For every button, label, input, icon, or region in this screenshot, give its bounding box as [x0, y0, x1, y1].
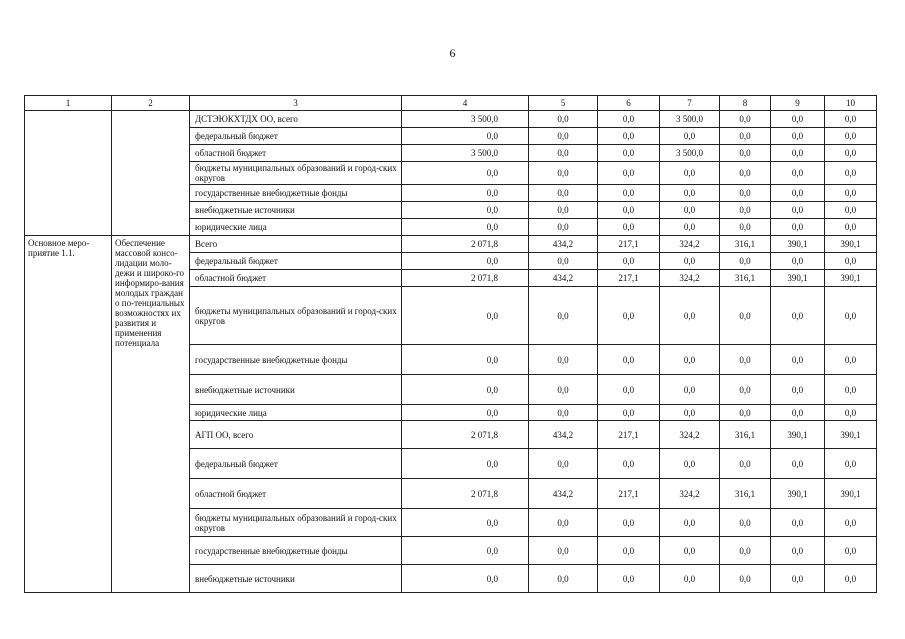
amount-cell: 0,0 [771, 202, 825, 219]
amount-cell: 0,0 [402, 449, 529, 479]
amount-cell: 0,0 [529, 111, 598, 128]
amount-cell: 0,0 [720, 537, 771, 565]
amount-cell: 0,0 [720, 111, 771, 128]
amount-cell: 0,0 [529, 565, 598, 593]
amount-cell: 0,0 [402, 537, 529, 565]
amount-cell: 324,2 [660, 236, 720, 253]
funding-source-label: федеральный бюджет [190, 449, 402, 479]
amount-cell: 0,0 [660, 128, 720, 145]
budget-table [24, 95, 877, 593]
funding-source-label: федеральный бюджет [190, 128, 402, 145]
amount-cell: 0,0 [720, 449, 771, 479]
amount-cell: 0,0 [598, 145, 660, 162]
amount-cell: 0,0 [402, 287, 529, 345]
amount-cell: 0,0 [402, 128, 529, 145]
column-number-header: 9 [771, 96, 825, 111]
amount-cell: 3 500,0 [402, 111, 529, 128]
amount-cell: 434,2 [529, 236, 598, 253]
amount-cell: 0,0 [529, 375, 598, 405]
amount-cell: 0,0 [598, 375, 660, 405]
amount-cell: 3 500,0 [402, 145, 529, 162]
amount-cell: 0,0 [660, 509, 720, 537]
amount-cell: 390,1 [825, 421, 877, 449]
funding-source-label: федеральный бюджет [190, 253, 402, 270]
amount-cell: 0,0 [771, 219, 825, 236]
amount-cell: 0,0 [720, 405, 771, 421]
amount-cell: 0,0 [402, 405, 529, 421]
amount-cell: 390,1 [771, 421, 825, 449]
amount-cell: 0,0 [825, 345, 877, 375]
amount-cell: 0,0 [720, 219, 771, 236]
amount-cell: 0,0 [771, 111, 825, 128]
amount-cell: 3 500,0 [660, 145, 720, 162]
column-number-header: 10 [825, 96, 877, 111]
amount-cell: 0,0 [529, 253, 598, 270]
column-number-header: 1 [25, 96, 112, 111]
amount-cell: 0,0 [598, 128, 660, 145]
amount-cell: 0,0 [402, 565, 529, 593]
amount-cell: 0,0 [771, 145, 825, 162]
amount-cell: 2 071,8 [402, 236, 529, 253]
funding-source-label: государственные внебюджетные фонды [190, 537, 402, 565]
amount-cell: 0,0 [720, 202, 771, 219]
amount-cell: 0,0 [660, 287, 720, 345]
amount-cell: 3 500,0 [660, 111, 720, 128]
amount-cell: 0,0 [402, 509, 529, 537]
amount-cell: 2 071,8 [402, 421, 529, 449]
column-number-header: 6 [598, 96, 660, 111]
amount-cell: 0,0 [771, 509, 825, 537]
amount-cell: 0,0 [660, 405, 720, 421]
amount-cell: 0,0 [660, 375, 720, 405]
amount-cell: 390,1 [825, 236, 877, 253]
amount-cell: 0,0 [771, 405, 825, 421]
amount-cell: 0,0 [825, 185, 877, 202]
amount-cell: 0,0 [771, 345, 825, 375]
amount-cell: 434,2 [529, 270, 598, 287]
amount-cell: 0,0 [598, 111, 660, 128]
amount-cell: 217,1 [598, 479, 660, 509]
amount-cell: 0,0 [720, 565, 771, 593]
amount-cell: 390,1 [825, 270, 877, 287]
amount-cell: 0,0 [771, 185, 825, 202]
column-number-header: 2 [112, 96, 190, 111]
funding-source-label: внебюджетные источники [190, 565, 402, 593]
amount-cell: 0,0 [529, 449, 598, 479]
amount-cell: 0,0 [720, 128, 771, 145]
amount-cell: 0,0 [598, 185, 660, 202]
amount-cell: 0,0 [720, 145, 771, 162]
amount-cell: 324,2 [660, 270, 720, 287]
amount-cell: 0,0 [529, 128, 598, 145]
amount-cell: 217,1 [598, 236, 660, 253]
amount-cell: 324,2 [660, 479, 720, 509]
amount-cell: 0,0 [529, 287, 598, 345]
amount-cell: 0,0 [660, 449, 720, 479]
amount-cell: 0,0 [825, 287, 877, 345]
amount-cell: 0,0 [529, 162, 598, 185]
amount-cell: 0,0 [529, 202, 598, 219]
amount-cell: 0,0 [402, 375, 529, 405]
funding-source-label: областной бюджет [190, 270, 402, 287]
amount-cell: 0,0 [529, 509, 598, 537]
amount-cell: 0,0 [660, 565, 720, 593]
amount-cell: 0,0 [402, 345, 529, 375]
amount-cell: 0,0 [660, 345, 720, 375]
funding-source-label: бюджеты муниципальных образований и город-ских округов [190, 162, 402, 185]
event-name-cell: Основное меро-приятие 1.1. [25, 236, 112, 593]
amount-cell: 0,0 [771, 565, 825, 593]
amount-cell: 0,0 [598, 162, 660, 185]
amount-cell: 0,0 [660, 202, 720, 219]
amount-cell: 0,0 [598, 345, 660, 375]
amount-cell: 0,0 [529, 185, 598, 202]
amount-cell: 0,0 [660, 162, 720, 185]
amount-cell: 316,1 [720, 421, 771, 449]
amount-cell: 0,0 [825, 405, 877, 421]
funding-source-label: бюджеты муниципальных образований и город-ских округов [190, 287, 402, 345]
amount-cell: 217,1 [598, 421, 660, 449]
funding-source-label: внебюджетные источники [190, 202, 402, 219]
funding-source-label: областной бюджет [190, 145, 402, 162]
amount-cell: 0,0 [402, 162, 529, 185]
amount-cell: 0,0 [598, 219, 660, 236]
amount-cell: 0,0 [825, 509, 877, 537]
amount-cell: 390,1 [825, 479, 877, 509]
amount-cell: 0,0 [598, 449, 660, 479]
amount-cell: 0,0 [660, 185, 720, 202]
amount-cell: 0,0 [529, 219, 598, 236]
amount-cell: 0,0 [598, 537, 660, 565]
amount-cell: 0,0 [402, 219, 529, 236]
amount-cell: 0,0 [771, 162, 825, 185]
amount-cell: 0,0 [825, 565, 877, 593]
amount-cell: 0,0 [771, 253, 825, 270]
amount-cell: 0,0 [529, 145, 598, 162]
amount-cell: 0,0 [720, 162, 771, 185]
event-description-cell: Обеспечение массовой консо-лидации моло-дежи и широко-го информиро-вания молодых граждан о по-тенциальных возможностях их развития и применения потенциала [112, 236, 190, 593]
amount-cell: 390,1 [771, 270, 825, 287]
column-number-header: 7 [660, 96, 720, 111]
amount-cell: 0,0 [825, 145, 877, 162]
funding-source-label: бюджеты муниципальных образований и город-ских округов [190, 509, 402, 537]
amount-cell: 0,0 [825, 219, 877, 236]
funding-source-label: юридические лица [190, 219, 402, 236]
amount-cell: 0,0 [402, 202, 529, 219]
amount-cell: 316,1 [720, 236, 771, 253]
event-name-cell [25, 111, 112, 236]
amount-cell: 390,1 [771, 479, 825, 509]
amount-cell: 0,0 [529, 405, 598, 421]
amount-cell: 0,0 [720, 345, 771, 375]
amount-cell: 316,1 [720, 479, 771, 509]
amount-cell: 2 071,8 [402, 479, 529, 509]
amount-cell: 0,0 [598, 565, 660, 593]
amount-cell: 0,0 [720, 509, 771, 537]
amount-cell: 0,0 [529, 537, 598, 565]
funding-source-label: АГП ОО, всего [190, 421, 402, 449]
amount-cell: 0,0 [825, 375, 877, 405]
amount-cell: 324,2 [660, 421, 720, 449]
funding-source-label: государственные внебюджетные фонды [190, 185, 402, 202]
amount-cell: 2 071,8 [402, 270, 529, 287]
budget-row [25, 236, 877, 253]
page-number: 6 [449, 46, 456, 60]
amount-cell: 0,0 [825, 111, 877, 128]
amount-cell: 0,0 [720, 253, 771, 270]
amount-cell: 0,0 [598, 405, 660, 421]
amount-cell: 0,0 [825, 253, 877, 270]
amount-cell: 434,2 [529, 479, 598, 509]
amount-cell: 0,0 [771, 128, 825, 145]
amount-cell: 0,0 [825, 449, 877, 479]
funding-source-label: внебюджетные источники [190, 375, 402, 405]
amount-cell: 434,2 [529, 421, 598, 449]
amount-cell: 0,0 [825, 202, 877, 219]
funding-source-label: Всего [190, 236, 402, 253]
amount-cell: 0,0 [825, 537, 877, 565]
column-number-header: 8 [720, 96, 771, 111]
funding-source-label: государственные внебюджетные фонды [190, 345, 402, 375]
amount-cell: 0,0 [825, 128, 877, 145]
budget-row [25, 111, 877, 128]
amount-cell: 0,0 [720, 287, 771, 345]
amount-cell: 217,1 [598, 270, 660, 287]
column-number-header: 4 [402, 96, 529, 111]
column-number-header: 5 [529, 96, 598, 111]
amount-cell: 0,0 [660, 253, 720, 270]
amount-cell: 0,0 [598, 287, 660, 345]
column-number-header-row [25, 96, 877, 111]
amount-cell: 0,0 [598, 253, 660, 270]
funding-source-label: ДСТЭЮКХТДХ ОО, всего [190, 111, 402, 128]
amount-cell: 0,0 [720, 375, 771, 405]
amount-cell: 0,0 [771, 449, 825, 479]
amount-cell: 0,0 [771, 375, 825, 405]
amount-cell: 0,0 [720, 185, 771, 202]
funding-source-label: юридические лица [190, 405, 402, 421]
amount-cell: 0,0 [402, 185, 529, 202]
amount-cell: 0,0 [825, 162, 877, 185]
funding-source-label: областной бюджет [190, 479, 402, 509]
column-number-header: 3 [190, 96, 402, 111]
amount-cell: 0,0 [402, 253, 529, 270]
amount-cell: 0,0 [660, 537, 720, 565]
amount-cell: 0,0 [598, 509, 660, 537]
amount-cell: 0,0 [771, 287, 825, 345]
amount-cell: 0,0 [529, 345, 598, 375]
amount-cell: 390,1 [771, 236, 825, 253]
amount-cell: 0,0 [771, 537, 825, 565]
amount-cell: 0,0 [598, 202, 660, 219]
amount-cell: 316,1 [720, 270, 771, 287]
event-description-cell [112, 111, 190, 236]
amount-cell: 0,0 [660, 219, 720, 236]
